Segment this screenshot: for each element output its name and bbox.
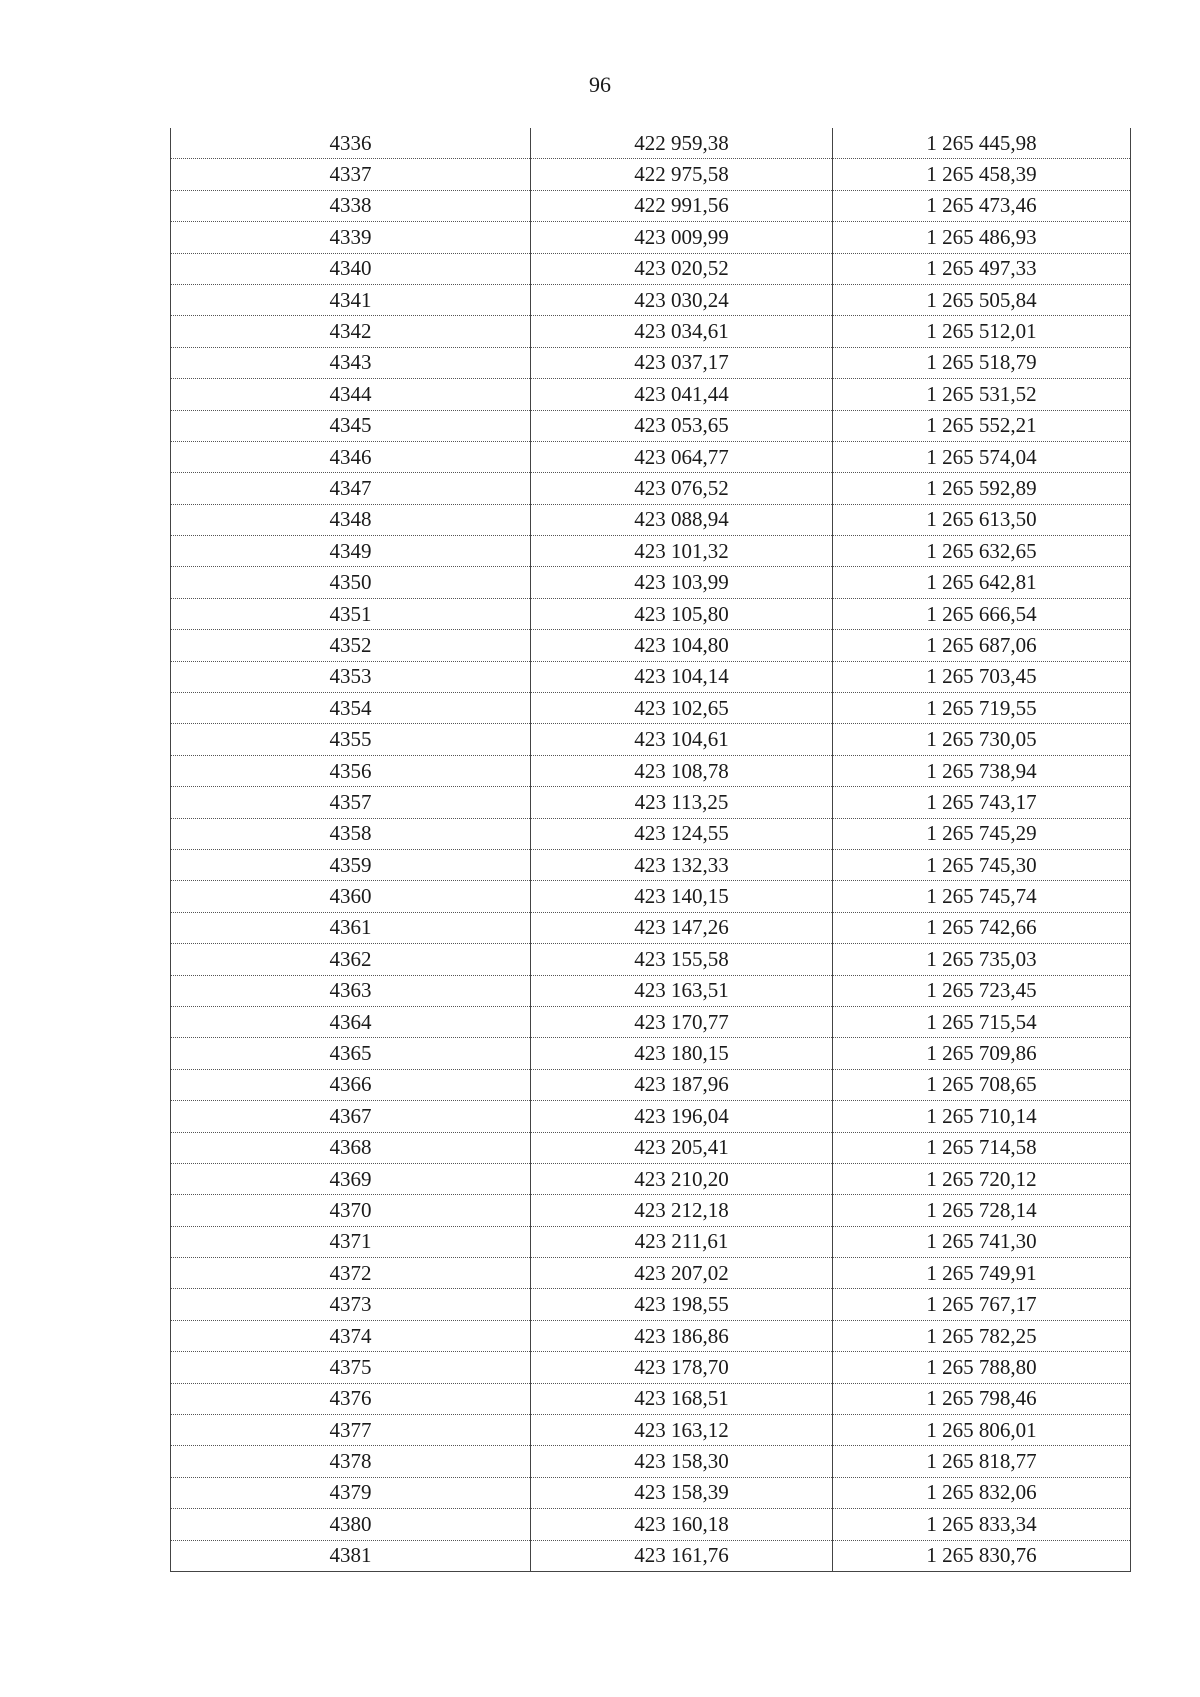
point-number-cell: 4349: [171, 536, 531, 567]
y-coordinate-cell: 1 265 745,74: [833, 881, 1131, 912]
y-coordinate-cell: 1 265 767,17: [833, 1289, 1131, 1320]
table-row: [171, 128, 1131, 159]
y-coordinate-cell: 1 265 505,84: [833, 284, 1131, 315]
x-coordinate-cell: 423 210,20: [531, 1163, 833, 1194]
x-coordinate-cell: 423 161,76: [531, 1540, 833, 1571]
y-coordinate-cell: 1 265 715,54: [833, 1006, 1131, 1037]
y-coordinate-cell: 1 265 687,06: [833, 630, 1131, 661]
point-number-cell: 4348: [171, 504, 531, 535]
table-row: [171, 410, 1131, 441]
point-number-cell: 4345: [171, 410, 531, 441]
x-coordinate-cell: 423 170,77: [531, 1006, 833, 1037]
point-number-cell: 4376: [171, 1383, 531, 1414]
x-coordinate-cell: 423 104,80: [531, 630, 833, 661]
x-coordinate-cell: 423 108,78: [531, 755, 833, 786]
point-number-cell: 4363: [171, 975, 531, 1006]
table-row: [171, 1163, 1131, 1194]
x-coordinate-cell: 423 041,44: [531, 379, 833, 410]
x-coordinate-cell: 423 187,96: [531, 1069, 833, 1100]
coordinates-table-body: [171, 128, 1131, 1571]
x-coordinate-cell: 423 076,52: [531, 473, 833, 504]
point-number-cell: 4366: [171, 1069, 531, 1100]
table-row: [171, 1038, 1131, 1069]
x-coordinate-cell: 423 104,61: [531, 724, 833, 755]
point-number-cell: 4355: [171, 724, 531, 755]
point-number-cell: 4369: [171, 1163, 531, 1194]
point-number-cell: 4336: [171, 128, 531, 159]
table-row: [171, 1415, 1131, 1446]
y-coordinate-cell: 1 265 720,12: [833, 1163, 1131, 1194]
table-row: [171, 473, 1131, 504]
y-coordinate-cell: 1 265 788,80: [833, 1352, 1131, 1383]
point-number-cell: 4344: [171, 379, 531, 410]
point-number-cell: 4358: [171, 818, 531, 849]
point-number-cell: 4356: [171, 755, 531, 786]
table-row: [171, 1195, 1131, 1226]
y-coordinate-cell: 1 265 830,76: [833, 1540, 1131, 1571]
table-row: [171, 693, 1131, 724]
x-coordinate-cell: 423 113,25: [531, 787, 833, 818]
x-coordinate-cell: 423 158,30: [531, 1446, 833, 1477]
y-coordinate-cell: 1 265 738,94: [833, 755, 1131, 786]
x-coordinate-cell: 423 168,51: [531, 1383, 833, 1414]
table-row: [171, 159, 1131, 190]
y-coordinate-cell: 1 265 714,58: [833, 1132, 1131, 1163]
point-number-cell: 4357: [171, 787, 531, 818]
table-row: [171, 1289, 1131, 1320]
point-number-cell: 4362: [171, 944, 531, 975]
x-coordinate-cell: 423 009,99: [531, 222, 833, 253]
x-coordinate-cell: 423 147,26: [531, 912, 833, 943]
y-coordinate-cell: 1 265 749,91: [833, 1258, 1131, 1289]
y-coordinate-cell: 1 265 486,93: [833, 222, 1131, 253]
point-number-cell: 4341: [171, 284, 531, 315]
point-number-cell: 4352: [171, 630, 531, 661]
table-row: [171, 536, 1131, 567]
table-row: [171, 724, 1131, 755]
point-number-cell: 4365: [171, 1038, 531, 1069]
y-coordinate-cell: 1 265 497,33: [833, 253, 1131, 284]
point-number-cell: 4360: [171, 881, 531, 912]
x-coordinate-cell: 423 104,14: [531, 661, 833, 692]
y-coordinate-cell: 1 265 642,81: [833, 567, 1131, 598]
x-coordinate-cell: 423 034,61: [531, 316, 833, 347]
y-coordinate-cell: 1 265 743,17: [833, 787, 1131, 818]
point-number-cell: 4359: [171, 849, 531, 880]
point-number-cell: 4353: [171, 661, 531, 692]
table-row: [171, 441, 1131, 472]
y-coordinate-cell: 1 265 473,46: [833, 190, 1131, 221]
x-coordinate-cell: 423 186,86: [531, 1320, 833, 1351]
x-coordinate-cell: 423 064,77: [531, 441, 833, 472]
x-coordinate-cell: 423 196,04: [531, 1101, 833, 1132]
x-coordinate-cell: 423 205,41: [531, 1132, 833, 1163]
y-coordinate-cell: 1 265 512,01: [833, 316, 1131, 347]
x-coordinate-cell: 423 030,24: [531, 284, 833, 315]
y-coordinate-cell: 1 265 708,65: [833, 1069, 1131, 1100]
table-row: [171, 316, 1131, 347]
x-coordinate-cell: 423 140,15: [531, 881, 833, 912]
y-coordinate-cell: 1 265 798,46: [833, 1383, 1131, 1414]
point-number-cell: 4346: [171, 441, 531, 472]
y-coordinate-cell: 1 265 730,05: [833, 724, 1131, 755]
x-coordinate-cell: 423 163,12: [531, 1415, 833, 1446]
y-coordinate-cell: 1 265 832,06: [833, 1477, 1131, 1508]
x-coordinate-cell: 423 155,58: [531, 944, 833, 975]
y-coordinate-cell: 1 265 445,98: [833, 128, 1131, 159]
x-coordinate-cell: 423 102,65: [531, 693, 833, 724]
y-coordinate-cell: 1 265 613,50: [833, 504, 1131, 535]
table-row: [171, 1509, 1131, 1540]
table-row: [171, 253, 1131, 284]
y-coordinate-cell: 1 265 741,30: [833, 1226, 1131, 1257]
x-coordinate-cell: 422 991,56: [531, 190, 833, 221]
table-row: [171, 1446, 1131, 1477]
table-row: [171, 379, 1131, 410]
table-row: [171, 1006, 1131, 1037]
x-coordinate-cell: 423 198,55: [531, 1289, 833, 1320]
table-row: [171, 944, 1131, 975]
table-row: [171, 1069, 1131, 1100]
x-coordinate-cell: 423 132,33: [531, 849, 833, 880]
table-row: [171, 849, 1131, 880]
x-coordinate-cell: 422 959,38: [531, 128, 833, 159]
y-coordinate-cell: 1 265 518,79: [833, 347, 1131, 378]
point-number-cell: 4374: [171, 1320, 531, 1351]
point-number-cell: 4368: [171, 1132, 531, 1163]
x-coordinate-cell: 423 088,94: [531, 504, 833, 535]
y-coordinate-cell: 1 265 632,65: [833, 536, 1131, 567]
table-row: [171, 881, 1131, 912]
y-coordinate-cell: 1 265 782,25: [833, 1320, 1131, 1351]
y-coordinate-cell: 1 265 666,54: [833, 598, 1131, 629]
y-coordinate-cell: 1 265 703,45: [833, 661, 1131, 692]
point-number-cell: 4337: [171, 159, 531, 190]
table-row: [171, 1352, 1131, 1383]
table-row: [171, 504, 1131, 535]
x-coordinate-cell: 422 975,58: [531, 159, 833, 190]
x-coordinate-cell: 423 037,17: [531, 347, 833, 378]
y-coordinate-cell: 1 265 745,29: [833, 818, 1131, 849]
y-coordinate-cell: 1 265 723,45: [833, 975, 1131, 1006]
point-number-cell: 4371: [171, 1226, 531, 1257]
point-number-cell: 4347: [171, 473, 531, 504]
x-coordinate-cell: 423 163,51: [531, 975, 833, 1006]
point-number-cell: 4378: [171, 1446, 531, 1477]
point-number-cell: 4361: [171, 912, 531, 943]
x-coordinate-cell: 423 212,18: [531, 1195, 833, 1226]
point-number-cell: 4350: [171, 567, 531, 598]
y-coordinate-cell: 1 265 833,34: [833, 1509, 1131, 1540]
table-row: [171, 818, 1131, 849]
table-row: [171, 1258, 1131, 1289]
x-coordinate-cell: 423 103,99: [531, 567, 833, 598]
y-coordinate-cell: 1 265 818,77: [833, 1446, 1131, 1477]
table-row: [171, 598, 1131, 629]
y-coordinate-cell: 1 265 552,21: [833, 410, 1131, 441]
point-number-cell: 4364: [171, 1006, 531, 1037]
table-row: [171, 1477, 1131, 1508]
point-number-cell: 4342: [171, 316, 531, 347]
x-coordinate-cell: 423 160,18: [531, 1509, 833, 1540]
table-row: [171, 222, 1131, 253]
y-coordinate-cell: 1 265 735,03: [833, 944, 1131, 975]
point-number-cell: 4338: [171, 190, 531, 221]
x-coordinate-cell: 423 158,39: [531, 1477, 833, 1508]
point-number-cell: 4367: [171, 1101, 531, 1132]
coordinates-table: [170, 128, 1131, 1572]
x-coordinate-cell: 423 207,02: [531, 1258, 833, 1289]
table-row: [171, 912, 1131, 943]
y-coordinate-cell: 1 265 710,14: [833, 1101, 1131, 1132]
point-number-cell: 4375: [171, 1352, 531, 1383]
point-number-cell: 4354: [171, 693, 531, 724]
table-row: [171, 1132, 1131, 1163]
point-number-cell: 4373: [171, 1289, 531, 1320]
table-row: [171, 630, 1131, 661]
table-row: [171, 1540, 1131, 1571]
point-number-cell: 4379: [171, 1477, 531, 1508]
table-row: [171, 190, 1131, 221]
x-coordinate-cell: 423 053,65: [531, 410, 833, 441]
y-coordinate-cell: 1 265 592,89: [833, 473, 1131, 504]
y-coordinate-cell: 1 265 531,52: [833, 379, 1131, 410]
y-coordinate-cell: 1 265 742,66: [833, 912, 1131, 943]
y-coordinate-cell: 1 265 709,86: [833, 1038, 1131, 1069]
point-number-cell: 4343: [171, 347, 531, 378]
table-row: [171, 284, 1131, 315]
table-row: [171, 1226, 1131, 1257]
point-number-cell: 4351: [171, 598, 531, 629]
point-number-cell: 4377: [171, 1415, 531, 1446]
point-number-cell: 4339: [171, 222, 531, 253]
y-coordinate-cell: 1 265 806,01: [833, 1415, 1131, 1446]
x-coordinate-cell: 423 178,70: [531, 1352, 833, 1383]
x-coordinate-cell: 423 020,52: [531, 253, 833, 284]
x-coordinate-cell: 423 101,32: [531, 536, 833, 567]
table-row: [171, 567, 1131, 598]
point-number-cell: 4340: [171, 253, 531, 284]
x-coordinate-cell: 423 180,15: [531, 1038, 833, 1069]
x-coordinate-cell: 423 105,80: [531, 598, 833, 629]
y-coordinate-cell: 1 265 719,55: [833, 693, 1131, 724]
point-number-cell: 4380: [171, 1509, 531, 1540]
y-coordinate-cell: 1 265 745,30: [833, 849, 1131, 880]
table-row: [171, 1101, 1131, 1132]
point-number-cell: 4372: [171, 1258, 531, 1289]
y-coordinate-cell: 1 265 574,04: [833, 441, 1131, 472]
point-number-cell: 4381: [171, 1540, 531, 1571]
table-row: [171, 1320, 1131, 1351]
page-number: 96: [589, 72, 611, 97]
table-row: [171, 1383, 1131, 1414]
table-row: [171, 975, 1131, 1006]
point-number-cell: 4370: [171, 1195, 531, 1226]
table-row: [171, 347, 1131, 378]
table-row: [171, 787, 1131, 818]
x-coordinate-cell: 423 124,55: [531, 818, 833, 849]
table-row: [171, 755, 1131, 786]
x-coordinate-cell: 423 211,61: [531, 1226, 833, 1257]
y-coordinate-cell: 1 265 728,14: [833, 1195, 1131, 1226]
y-coordinate-cell: 1 265 458,39: [833, 159, 1131, 190]
table-row: [171, 661, 1131, 692]
